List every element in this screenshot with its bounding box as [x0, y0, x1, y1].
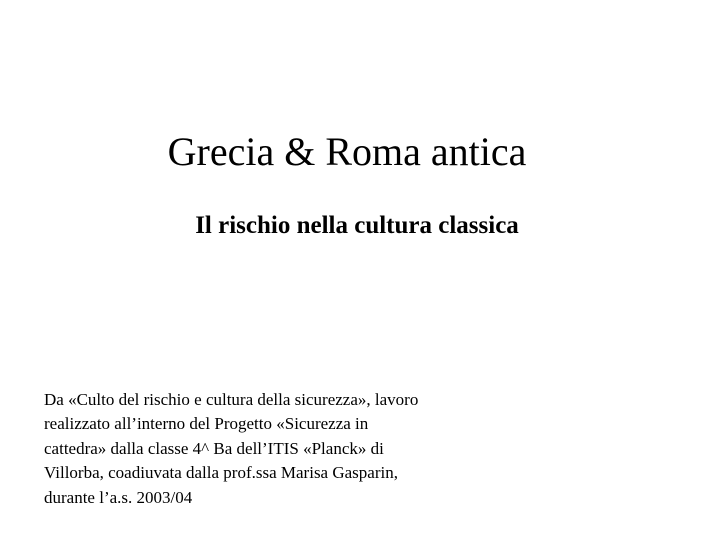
credits-paragraph	[44, 388, 514, 510]
slide-subtitle: Il rischio nella cultura classica	[195, 212, 519, 239]
slide-title: Grecia & Roma antica	[167, 129, 527, 174]
credits-line: Da «Culto del rischio e cultura della sicurezza», lavoro	[44, 390, 419, 409]
credits-line: durante l’a.s. 2003/04	[44, 487, 193, 507]
credits-line: realizzato all’interno del Progetto «Sicurezza in	[44, 414, 369, 434]
credits-line: Villorba, coadiuvata dalla prof.ssa Marisa Gasparin,	[44, 463, 398, 483]
credits-line: cattedra» dalla classe 4^ Ba dell’ITIS «Planck» di	[44, 438, 384, 458]
